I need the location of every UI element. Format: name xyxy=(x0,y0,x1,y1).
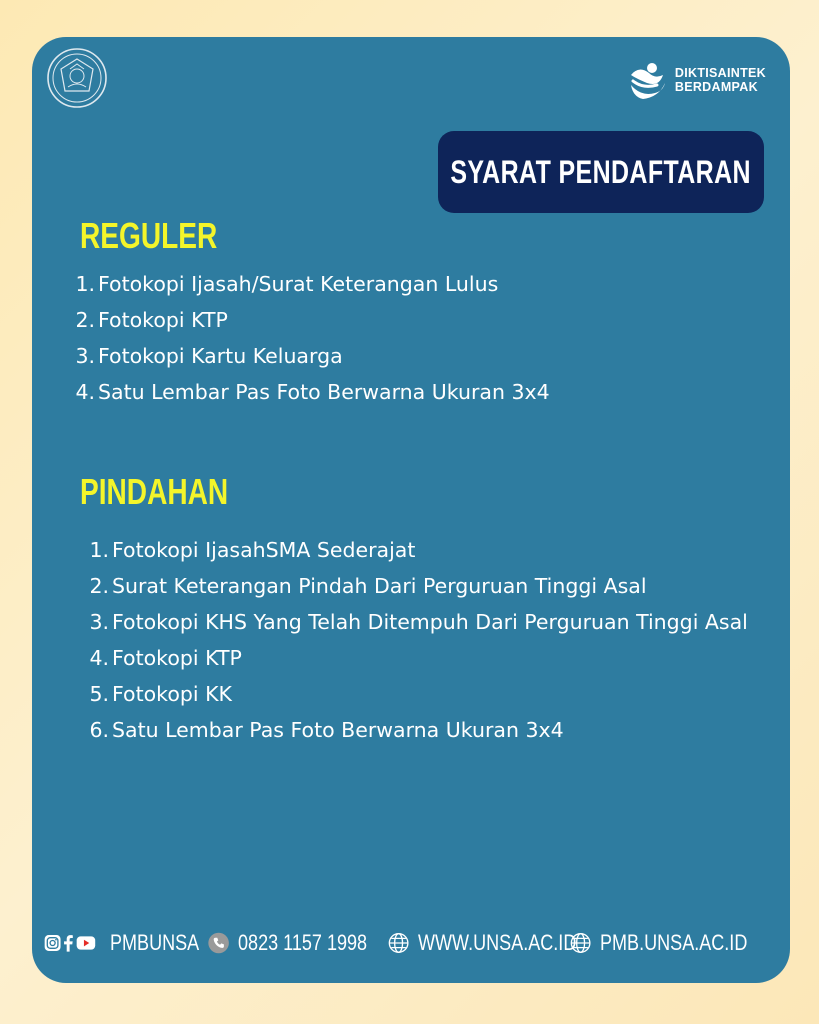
contact-footer xyxy=(40,925,780,961)
item-text: Fotokopi KK xyxy=(112,682,232,706)
item-number: 6. xyxy=(89,718,109,742)
brand-line-2: BERDAMPAK xyxy=(674,80,758,94)
poster-card xyxy=(32,37,790,983)
list-item xyxy=(62,266,742,302)
list-item xyxy=(62,374,742,410)
reguler-list xyxy=(62,266,742,410)
reguler-heading: REGULER xyxy=(80,215,218,256)
item-text: Fotokopi Ijasah/Surat Keterangan Lulus xyxy=(98,272,499,296)
item-text: Fotokopi Kartu Keluarga xyxy=(98,344,343,368)
item-text: Satu Lembar Pas Foto Berwarna Ukuran 3x4 xyxy=(112,718,564,742)
list-item xyxy=(78,676,768,712)
list-item xyxy=(78,604,768,640)
facebook-icon[interactable] xyxy=(63,930,74,956)
item-text: Fotokopi KHS Yang Telah Ditempuh Dari Perguruan Tinggi Asal xyxy=(112,610,748,634)
list-item xyxy=(62,338,742,374)
item-number: 2. xyxy=(89,574,109,598)
list-item xyxy=(78,640,768,676)
youtube-icon[interactable] xyxy=(76,930,96,956)
item-text: Fotokopi IjasahSMA Sederajat xyxy=(112,538,416,562)
list-item xyxy=(78,568,768,604)
item-text: Fotokopi KTP xyxy=(98,308,228,332)
item-number: 1. xyxy=(89,538,109,562)
item-number: 4. xyxy=(75,380,95,404)
item-number: 3. xyxy=(75,344,95,368)
item-text: Fotokopi KTP xyxy=(112,646,242,670)
brand-line-1: DIKTISAINTEK xyxy=(674,66,766,80)
item-number: 5. xyxy=(89,682,109,706)
diktisaintek-logo-icon xyxy=(625,59,667,101)
list-item xyxy=(78,532,768,568)
social-handle[interactable]: PMBUNSA xyxy=(109,930,199,955)
page-title: SYARAT PENDAFTARAN xyxy=(450,153,752,190)
diktisaintek-brand xyxy=(625,59,766,101)
item-number: 4. xyxy=(89,646,109,670)
website-link[interactable]: WWW.UNSA.AC.ID xyxy=(418,930,577,955)
instagram-icon[interactable] xyxy=(44,930,61,956)
item-number: 3. xyxy=(89,610,109,634)
item-number: 2. xyxy=(75,308,95,332)
phone-number[interactable]: 0823 1157 1998 xyxy=(237,930,367,955)
brand-text xyxy=(675,66,766,94)
pindahan-list xyxy=(78,532,768,748)
university-seal-icon xyxy=(46,47,108,109)
list-item xyxy=(62,302,742,338)
item-number: 1. xyxy=(75,272,95,296)
item-text: Satu Lembar Pas Foto Berwarna Ukuran 3x4 xyxy=(98,380,550,404)
title-banner xyxy=(438,131,764,213)
pmb-website-link[interactable]: PMB.UNSA.AC.ID xyxy=(600,930,748,955)
pindahan-heading: PINDAHAN xyxy=(80,471,229,512)
list-item xyxy=(78,712,768,748)
globe-icon[interactable] xyxy=(388,927,409,959)
phone-icon[interactable] xyxy=(208,927,229,959)
item-text: Surat Keterangan Pindah Dari Perguruan Tinggi Asal xyxy=(112,574,647,598)
